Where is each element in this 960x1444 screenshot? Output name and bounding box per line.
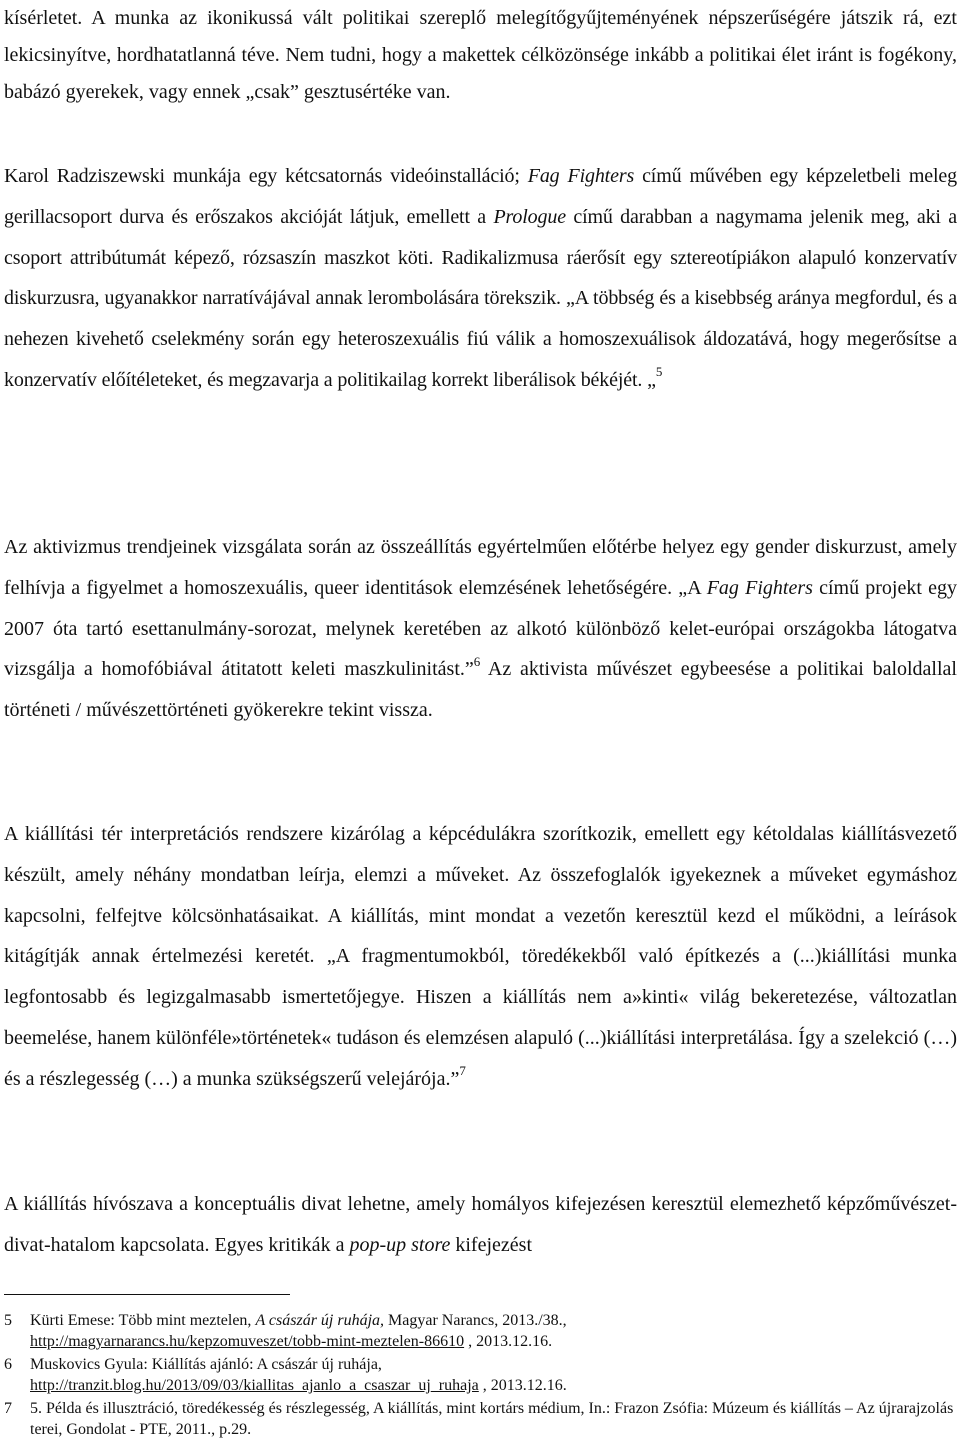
paragraph-2-part-c: című darabban a nagymama jelenik meg, aki a csoport attribútumát képező, rózsaszín maszkot köti. Radikalizmusa ráerősít egy sztereotípiákon alapuló konzervatív diskurzusra, ugyanakkor narratívájával annak lerombolására törekszik. „A többség és a kisebbség aránya megfordul, és a nehezen kivehető cselekmény során egy heteroszexuális fiú válik a homoszexuálisok áldozatává, hogy megerősítse a konzervatív előítéleteket, és megzavarja a politikailag korrekt liberálisok békéjét. „: [4, 205, 957, 391]
paragraph-3-part-b: című projekt egy 2007 óta tartó esettanulmány-sorozat, melynek keretében az alkotó különböző kelet-európai országokba látogatva vizsgálja a homofóbiával átitatott keleti maszkulinitást.”: [4, 576, 957, 681]
footnotes: [4, 1310, 957, 1442]
paragraph-3-part-c: Az aktivista művészet egybeesése a politikai baloldallal történeti / művészettörténeti gyökerekre tekint vissza.: [4, 658, 957, 722]
paragraph-5-part-a: A kiállítás hívószava a konceptuális divat lehetne, amely homályos kifejezésen keresztül elemezhető képzőművészet-divat-hatalom kapcsolata. Egyes kritikák a: [4, 1193, 957, 1256]
paragraph-4: [4, 814, 957, 1100]
footnote-ref-5[interactable]: 5: [655, 364, 663, 380]
paragraph-4-part-a: A kiállítási tér interpretációs rendszere kizárólag a képcédulákra szorítkozik, emellett egy kétoldalas kiállításvezető készült, amely néhány mondatban leírja, elemzi a műveket. Az összefoglalók igyekeznek a műveket egymáshoz kapcsolni, felfejtve kölcsönhatásaikat. A kiállítás, mint mondat a vezetőn keresztül kezd el működni, a leírások kitágítják annak értelmezési keretét. „A fragmentumokból, töredékekből való építkezés a (...)kiállítási munka legfontosabb és legizgalmasabb ismertetőjegye. Hiszen a kiállítás nem a»kinti« világ bekeretezése, változatlan beemelése, hanem különféle»történetek« tudáson és elemzésen alapuló (...)kiállítási interpretálása. Így a szelekció (…) és a részlegesség (…) a munka szükségszerű velejárója.”: [4, 823, 957, 1090]
footnote-text: 5. Példa és illusztráció, töredékesség és részlegesség, A kiállítás, mint kortárs médium, In.: Frazon Zsófia: Múzeum és kiállítás – Az újrarajzolás terei, Gondolat - PTE, 2011., p.29.: [30, 1400, 954, 1438]
paragraph-1: [4, 0, 957, 111]
footnote-7: [4, 1398, 957, 1440]
footnote-number: 5: [4, 1312, 12, 1329]
paragraph-5-part-b: kifejezést: [450, 1233, 532, 1256]
footnote-number: 6: [4, 1356, 12, 1373]
artwork-title-prologue: Prologue: [493, 205, 566, 228]
paragraph-3-part-a: Az aktivizmus trendjeinek vizsgálata során az összeállítás egyértelműen előtérbe helyez egy gender diskurzust, amely felhívja a figyelmet a homoszexuális, queer identitások elemzésének lehetőségére. „A: [4, 536, 957, 599]
footnote-divider: [4, 1294, 290, 1295]
project-title-fag-fighters: Fag Fighters: [706, 576, 813, 599]
term-pop-up-store: pop-up store: [349, 1233, 451, 1256]
paragraph-2: [4, 156, 957, 401]
footnote-text: Kürti Emese: Több mint meztelen,: [30, 1312, 256, 1329]
footnote-title: A császár új ruhája,: [255, 1312, 385, 1329]
paragraph-2-part-b: című művében egy képzeletbeli meleg gerillacsoport durva és erőszakos akcióját látjuk, emellett a: [4, 165, 957, 228]
footnote-text: Magyar Narancs, 2013./38.,: [384, 1312, 567, 1329]
footnote-date: , 2013.12.16.: [478, 1377, 567, 1394]
footnote-ref-6[interactable]: 6: [473, 653, 481, 669]
footnote-number: 7: [4, 1400, 12, 1417]
footnote-5: [4, 1310, 957, 1352]
footnote-6: [4, 1354, 957, 1396]
footnote-link[interactable]: http://tranzit.blog.hu/2013/09/03/kiallitas_ajanlo_a_csaszar_uj_ruhaja: [30, 1377, 479, 1394]
footnote-text: Muskovics Gyula: Kiállítás ajánló: A császár új ruhája,: [30, 1356, 382, 1373]
paragraph-2-part-a: Karol Radziszewski munkája egy kétcsatornás videóinstalláció;: [4, 165, 528, 187]
footnote-ref-7[interactable]: 7: [459, 1063, 466, 1079]
footnote-date: , 2013.12.16.: [464, 1333, 553, 1350]
paragraph-3: [4, 527, 957, 731]
footnote-link[interactable]: http://magyarnarancs.hu/kepzomuveszet/tobb-mint-meztelen-86610: [30, 1333, 465, 1350]
artwork-title-fag-fighters: Fag Fighters: [527, 165, 635, 187]
paragraph-5: [4, 1184, 957, 1266]
paragraph-1-text: kísérletet. A munka az ikonikussá vált politikai szereplő melegítőgyűjteményének népszerűségére játszik rá, ezt lekicsinyítve, hordhatatlanná téve. Nem tudni, hogy a makettek célközönsége inkább a politikai élet iránt is fogékony, babázó gyerekek, vagy ennek „csak” gesztusértéke van.: [4, 7, 957, 103]
